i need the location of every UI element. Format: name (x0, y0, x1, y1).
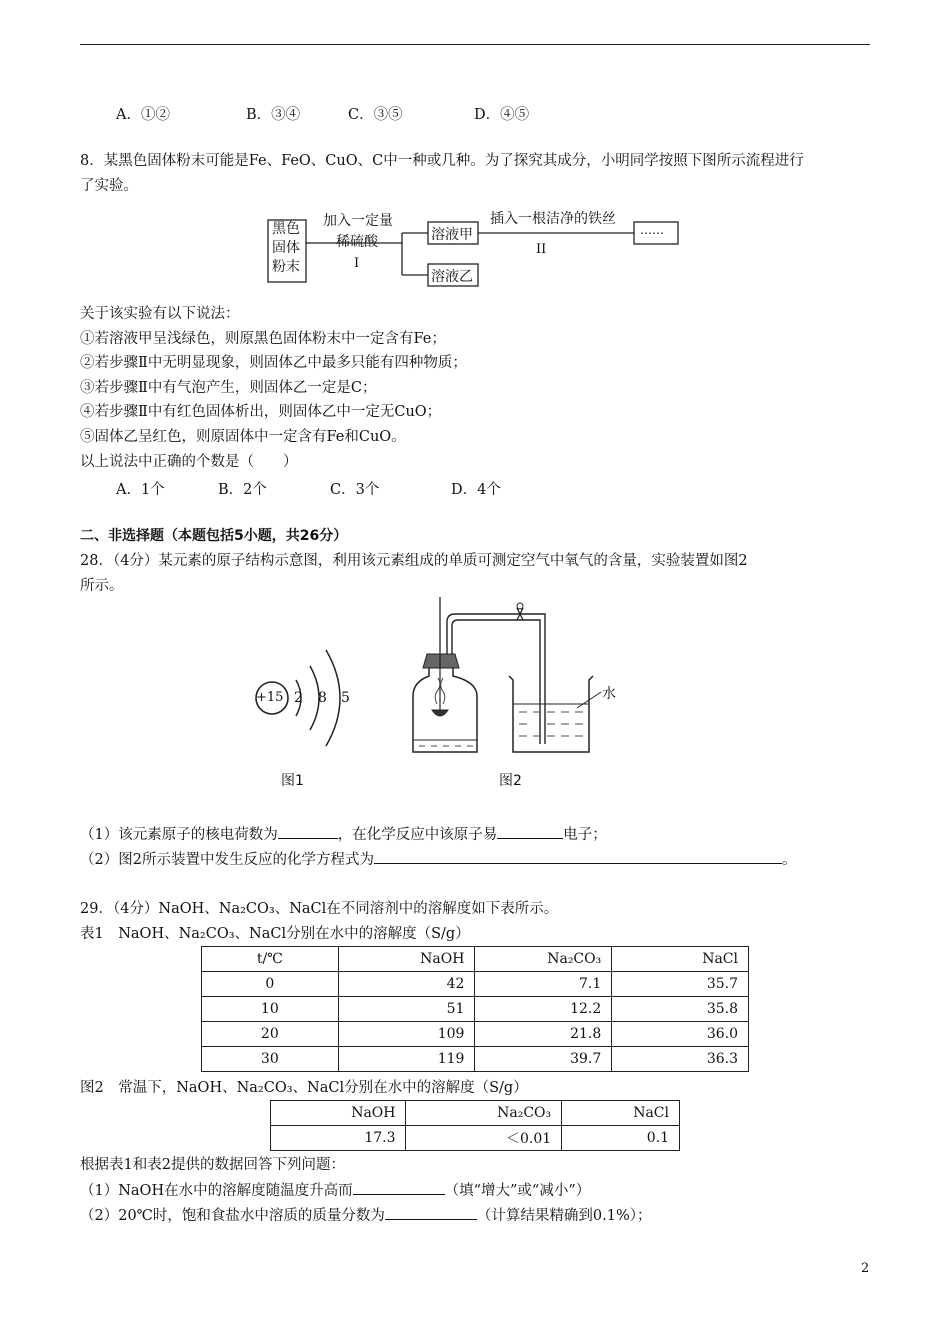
q29-blank-fraction[interactable] (385, 1205, 477, 1220)
q7-option-a[interactable]: A．①② (116, 107, 170, 123)
header-rule (80, 44, 870, 45)
flow-step1-top: 加入一定量 (323, 213, 393, 229)
table1-cell: 21.8 (475, 1022, 612, 1047)
fig1-caption: 图1 (281, 773, 304, 789)
q28-sub2 (80, 849, 796, 870)
combustion-spoon (432, 710, 448, 716)
flow-start-line2: 固体 (272, 240, 300, 256)
table1-cell: 36.3 (612, 1047, 749, 1072)
q29-sub2-after: （计算结果精确到0.1%）； (476, 1208, 652, 1224)
q29-sub2 (80, 1205, 652, 1226)
q8-intro: 关于该实验有以下说法： (80, 306, 240, 322)
q8-stem-line2: 了实验。 (80, 178, 138, 194)
q8-statement-4: ④若步骤Ⅱ中有红色固体析出，则固体乙中一定无CuO； (80, 404, 442, 420)
solubility-table-2 (270, 1100, 680, 1151)
water-label: 水 (602, 686, 616, 702)
q28-blank-charge[interactable] (278, 824, 338, 839)
apparatus-diagram (405, 592, 625, 762)
table1-header: NaOH (338, 947, 475, 972)
section2-title: 二、非选择题（本题包括5小题，共26分） (80, 528, 348, 544)
table1-cell: 30 (202, 1047, 339, 1072)
flow-start-label (272, 220, 300, 277)
table1-cell: 35.7 (612, 972, 749, 997)
q8-stem-line1: 8．某黑色固体粉末可能是Fe、FeO、CuO、C中一种或几种。为了探究其成分，小明同学按照下图所示流程进行 (80, 153, 804, 169)
table2-header-row (271, 1101, 680, 1126)
table1-header: t/℃ (202, 947, 339, 972)
q29-sub1-after: （填“增大”或“减小”） (444, 1183, 591, 1199)
flow-step1-label: I (354, 256, 360, 271)
q29-stem: 29．（4分）NaOH、Na₂CO₃、NaCl在不同溶剂中的溶解度如下表所示。 (80, 901, 559, 917)
q28-sub2-before: （2）图2所示装置中发生反应的化学方程式为 (80, 852, 374, 868)
table1-cell: 0 (202, 972, 339, 997)
q28-stem-line2: 所示。 (80, 578, 124, 594)
table2-header: NaOH (271, 1101, 406, 1126)
q28-sub1-after: 电子； (563, 827, 607, 843)
flow-step2-top: 插入一根洁净的铁丝 (490, 211, 616, 227)
clamp-ring (517, 603, 523, 609)
table1-cell: 7.1 (475, 972, 612, 997)
q28-sub2-after: 。 (781, 852, 797, 868)
q7-option-b[interactable]: B．③④ (246, 107, 301, 123)
flow-result-text: …… (640, 223, 664, 237)
q8-option-d[interactable]: D．4个 (451, 482, 501, 498)
q29-blank-trend[interactable] (353, 1180, 445, 1195)
q8-option-b[interactable]: B．2个 (218, 482, 267, 498)
shell-2-electrons: 8 (318, 690, 327, 706)
table1-cell: 35.8 (612, 997, 749, 1022)
flame-smoke-2 (441, 678, 445, 704)
q7-option-d[interactable]: D．④⑤ (474, 107, 530, 123)
flame-smoke-1 (435, 678, 440, 704)
q7-option-c[interactable]: C．③⑤ (348, 107, 403, 123)
shell-1-electrons: 2 (294, 690, 303, 706)
beaker (509, 676, 593, 752)
flow-solution-a: 溶液甲 (431, 227, 473, 243)
table1-cell: 109 (338, 1022, 475, 1047)
flow-step1-mid: 稀硫酸 (336, 234, 378, 250)
stopper (423, 654, 459, 668)
table1-header: NaCl (612, 947, 749, 972)
table1-header: Na₂CO₃ (475, 947, 612, 972)
table-row (202, 997, 749, 1022)
table1-cell: 51 (338, 997, 475, 1022)
q8-statement-2: ②若步骤Ⅱ中无明显现象，则固体乙中最多只能有四种物质； (80, 355, 467, 371)
nucleus-charge: +15 (256, 690, 284, 705)
q29-sub1 (80, 1180, 590, 1201)
shell-arc-3 (326, 650, 340, 746)
glass-tube-inner (452, 620, 540, 744)
q8-question: 以上说法中正确的个数是（ ） (80, 454, 298, 470)
q28-sub1-before: （1）该元素原子的核电荷数为 (80, 827, 278, 843)
page-number: 2 (861, 1261, 870, 1276)
table-row (202, 972, 749, 997)
table2-header: NaCl (562, 1101, 680, 1126)
q8-statement-5: ⑤固体乙呈红色，则原固体中一定含有Fe和CuO。 (80, 429, 406, 445)
table-row (202, 1022, 749, 1047)
q28-sub1 (80, 824, 607, 845)
q28-blank-equation[interactable] (374, 849, 782, 864)
q8-option-c[interactable]: C．3个 (330, 482, 380, 498)
q8-statement-3: ③若步骤Ⅱ中有气泡产生，则固体乙一定是C； (80, 380, 377, 396)
q29-prompt: 根据表1和表2提供的数据回答下列问题： (80, 1157, 345, 1173)
q28-sub1-middle: ，在化学反应中该原子易 (337, 827, 498, 843)
table2-cell: 17.3 (271, 1126, 406, 1151)
q8-statement-1: ①若溶液甲呈浅绿色，则原黑色固体粉末中一定含有Fe； (80, 331, 446, 347)
table-row (271, 1126, 680, 1151)
q8-option-a[interactable]: A．1个 (116, 482, 165, 498)
solubility-table-1 (201, 946, 749, 1072)
table1-cell: 10 (202, 997, 339, 1022)
table1-cell: 39.7 (475, 1047, 612, 1072)
flow-start-line3: 粉末 (272, 259, 300, 275)
q29-sub2-before: （2）20℃时，饱和食盐水中溶质的质量分数为 (80, 1208, 385, 1224)
table-row (202, 1047, 749, 1072)
table1-cell: 42 (338, 972, 475, 997)
q29-table1-caption: 表1 NaOH、Na₂CO₃、NaCl分别在水中的溶解度（S/g） (80, 926, 470, 942)
table1-cell: 12.2 (475, 997, 612, 1022)
shell-3-electrons: 5 (341, 690, 350, 706)
q29-sub1-before: （1）NaOH在水中的溶解度随温度升高而 (80, 1183, 353, 1199)
fig2-caption: 图2 (499, 773, 522, 789)
table2-cell: 0.1 (562, 1126, 680, 1151)
flow-start-line1: 黑色 (272, 221, 300, 237)
table1-header-row (202, 947, 749, 972)
flow-step2-label: II (536, 242, 547, 257)
table1-cell: 119 (338, 1047, 475, 1072)
table1-cell: 20 (202, 1022, 339, 1047)
q29-table2-caption: 图2 常温下，NaOH、Na₂CO₃、NaCl分别在水中的溶解度（S/g） (80, 1080, 528, 1096)
flow-solution-b: 溶液乙 (431, 269, 473, 285)
q28-stem-line1: 28．（4分）某元素的原子结构示意图，利用该元素组成的单质可测定空气中氧气的含量，实验装置如图2 (80, 553, 748, 569)
table2-cell: ＜0.01 (406, 1126, 562, 1151)
q28-blank-electron[interactable] (497, 824, 563, 839)
table1-cell: 36.0 (612, 1022, 749, 1047)
table2-header: Na₂CO₃ (406, 1101, 562, 1126)
